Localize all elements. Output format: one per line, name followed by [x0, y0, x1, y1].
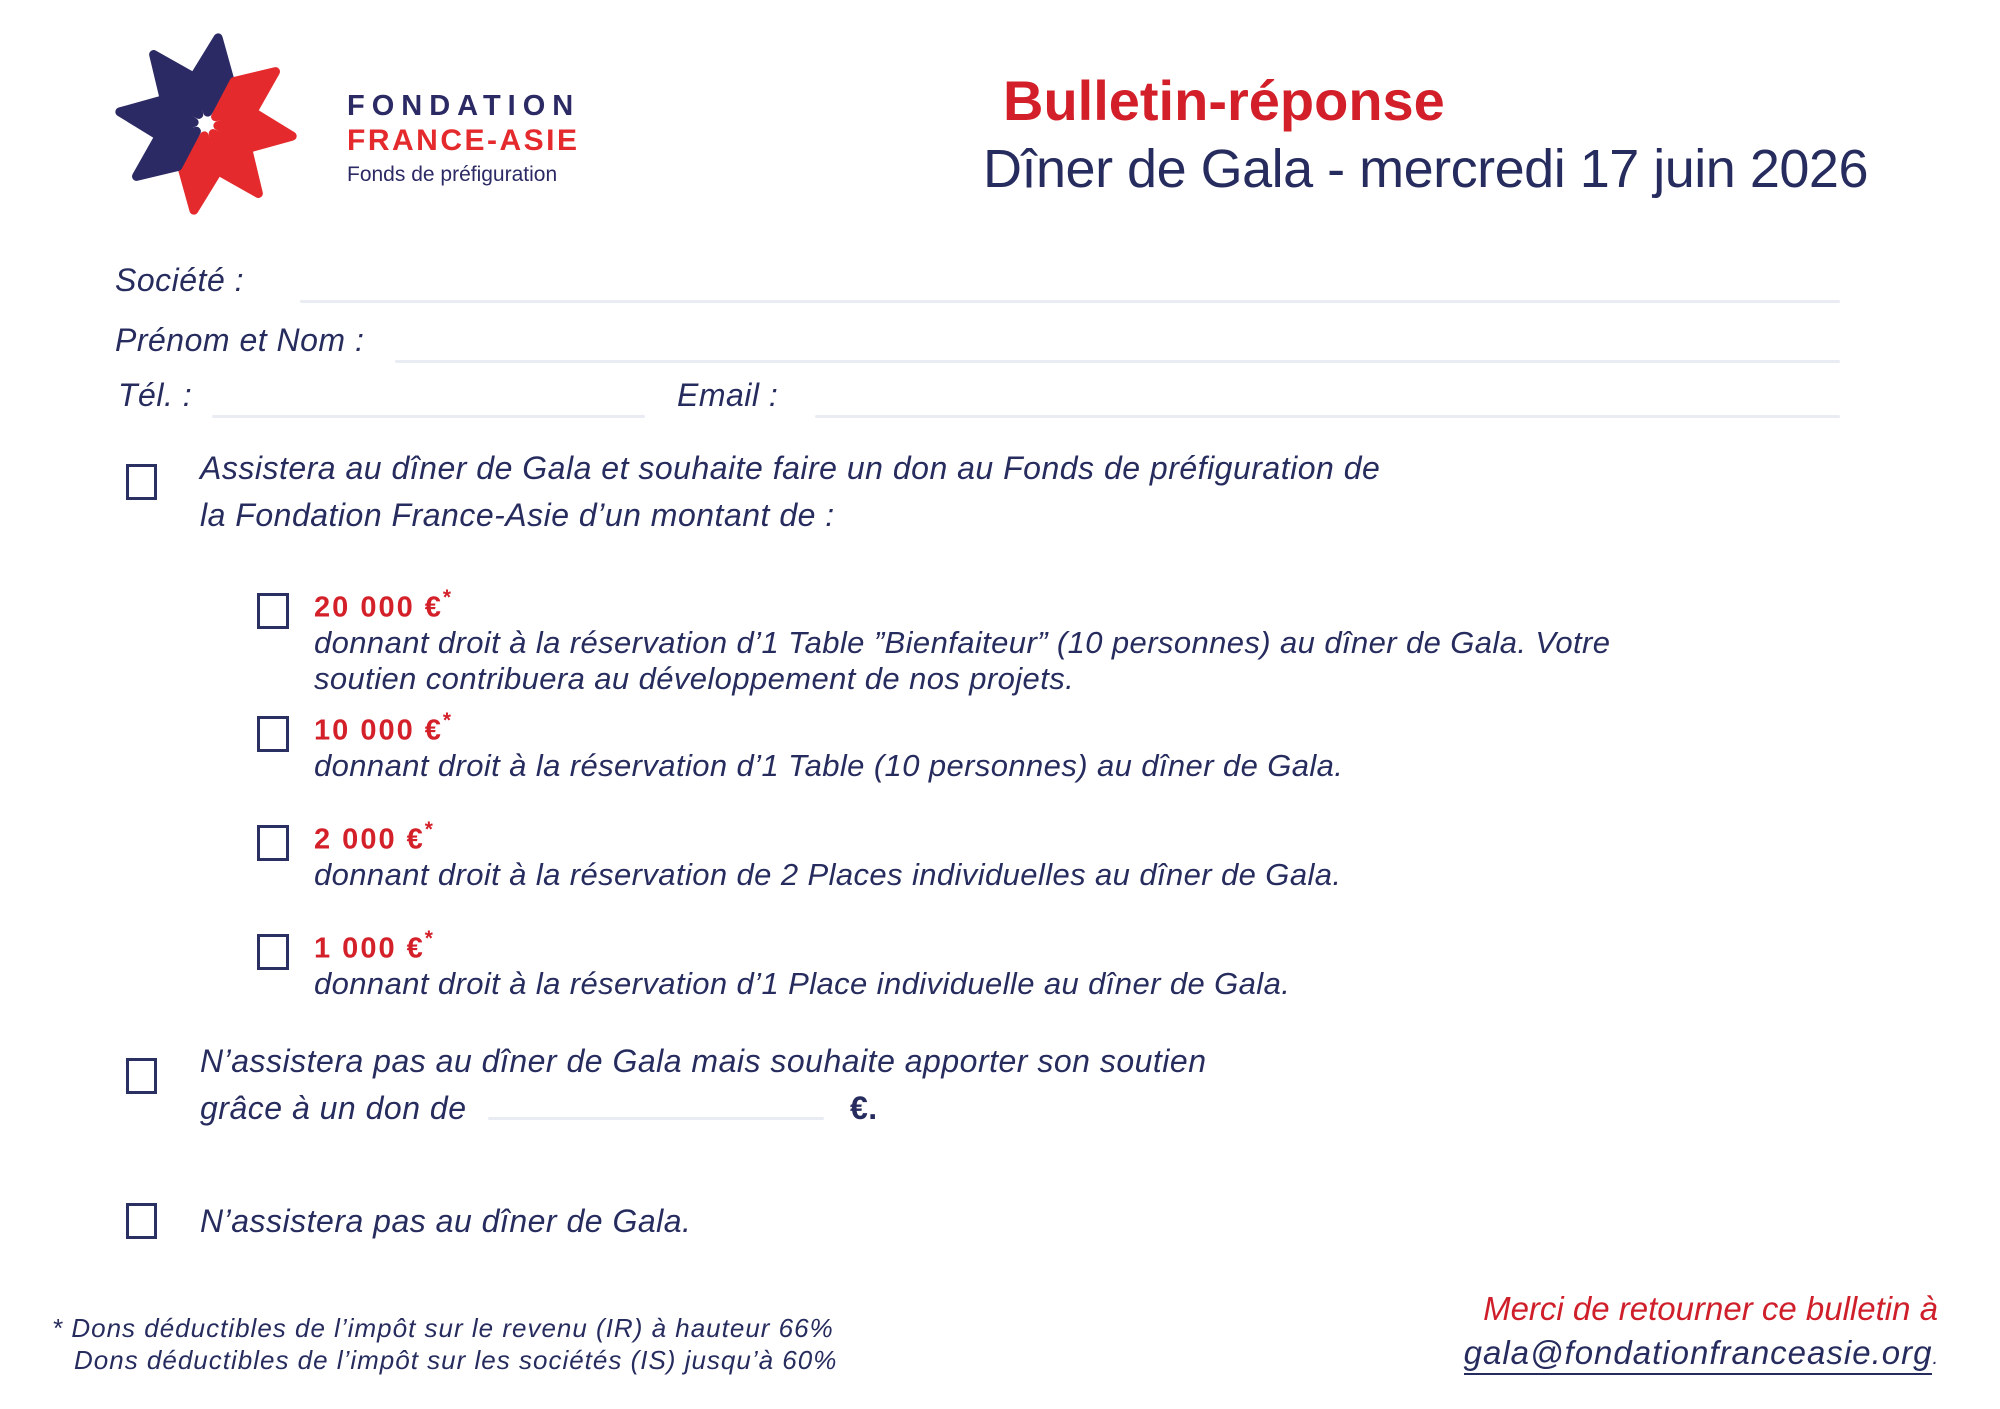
- prenom-nom-input[interactable]: [395, 360, 1840, 363]
- amount-2000-asterisk: *: [424, 818, 435, 841]
- attend-label-line2: la Fondation France-Asie d’un montant de :: [200, 497, 835, 533]
- no-attend-label: N’assistera pas au dîner de Gala.: [200, 1203, 692, 1239]
- no-attend-donate-line2-suffix: €.: [850, 1090, 878, 1126]
- amount-10000-asterisk: *: [442, 709, 454, 732]
- societe-input[interactable]: [300, 300, 1840, 303]
- amount-20000-desc-line1: donnant droit à la réservation d’1 Table ”Bienfaiteur” (10 personnes) au dîner de Gala. Votre: [314, 625, 1611, 660]
- checkbox-attend-donate[interactable]: [126, 464, 157, 500]
- logo-text-fondation: FONDATION: [347, 90, 581, 122]
- footer-block: [1338, 1290, 1938, 1372]
- checkbox-amount-1000[interactable]: [257, 934, 289, 970]
- amount-20000-value: 20 000 €: [314, 591, 443, 624]
- email-input[interactable]: [815, 415, 1840, 418]
- no-attend-donate-line2-prefix: grâce à un don de: [200, 1090, 467, 1126]
- logo-text-france-asie: FRANCE-ASIE: [347, 124, 580, 157]
- donation-amount-input[interactable]: [488, 1117, 824, 1120]
- amount-2000-desc: donnant droit à la réservation de 2 Places individuelles au dîner de Gala.: [314, 857, 1342, 892]
- footer-email-row: [1338, 1334, 1938, 1372]
- amount-20000-label: [314, 588, 453, 625]
- logo-subtitle: Fonds de préfiguration: [347, 163, 558, 186]
- tel-input[interactable]: [212, 415, 645, 418]
- amount-20000-desc-line2: soutien contribuera au développement de nos projets.: [314, 661, 1075, 696]
- footer-email-link[interactable]: gala@fondationfranceasie.org: [1464, 1334, 1933, 1375]
- amount-1000-value: 1 000 €: [314, 932, 425, 965]
- checkbox-amount-2000[interactable]: [257, 825, 289, 861]
- checkbox-amount-20000[interactable]: [257, 593, 289, 629]
- attend-label-line1: Assistera au dîner de Gala et souhaite faire un don au Fonds de préfiguration de: [200, 450, 1381, 486]
- amount-1000-asterisk: *: [424, 927, 435, 950]
- footnote-line2: Dons déductibles de l’impôt sur les sociétés (IS) jusqu’à 60%: [74, 1345, 838, 1375]
- amount-10000-desc: donnant droit à la réservation d’1 Table (10 personnes) au dîner de Gala.: [314, 748, 1344, 783]
- footer-return-text: Merci de retourner ce bulletin à: [1483, 1290, 1938, 1327]
- footer-period: .: [1932, 1347, 1938, 1369]
- amount-10000-value: 10 000 €: [314, 714, 443, 747]
- no-attend-donate-line1: N’assistera pas au dîner de Gala mais souhaite apporter son soutien: [200, 1043, 1207, 1079]
- amount-2000-value: 2 000 €: [314, 823, 425, 856]
- email-label: Email :: [677, 377, 779, 413]
- amount-1000-label: [314, 929, 435, 966]
- checkbox-no-attend[interactable]: [126, 1203, 157, 1239]
- page-title: Bulletin-réponse: [1003, 69, 1445, 132]
- amount-10000-label: [314, 711, 453, 748]
- amount-20000-asterisk: *: [442, 586, 454, 609]
- fondation-france-asie-logo-icon: [110, 33, 302, 215]
- prenom-nom-label: Prénom et Nom :: [115, 322, 365, 358]
- amount-2000-label: [314, 820, 435, 857]
- societe-label: Société :: [115, 262, 245, 298]
- page-subtitle: Dîner de Gala - mercredi 17 juin 2026: [983, 139, 1868, 199]
- amount-1000-desc: donnant droit à la réservation d’1 Place individuelle au dîner de Gala.: [314, 966, 1291, 1001]
- checkbox-amount-10000[interactable]: [257, 716, 289, 752]
- footnote-line1: * Dons déductibles de l’impôt sur le revenu (IR) à hauteur 66%: [52, 1313, 834, 1343]
- tel-label: Tél. :: [118, 377, 193, 413]
- checkbox-no-attend-donate[interactable]: [126, 1058, 157, 1094]
